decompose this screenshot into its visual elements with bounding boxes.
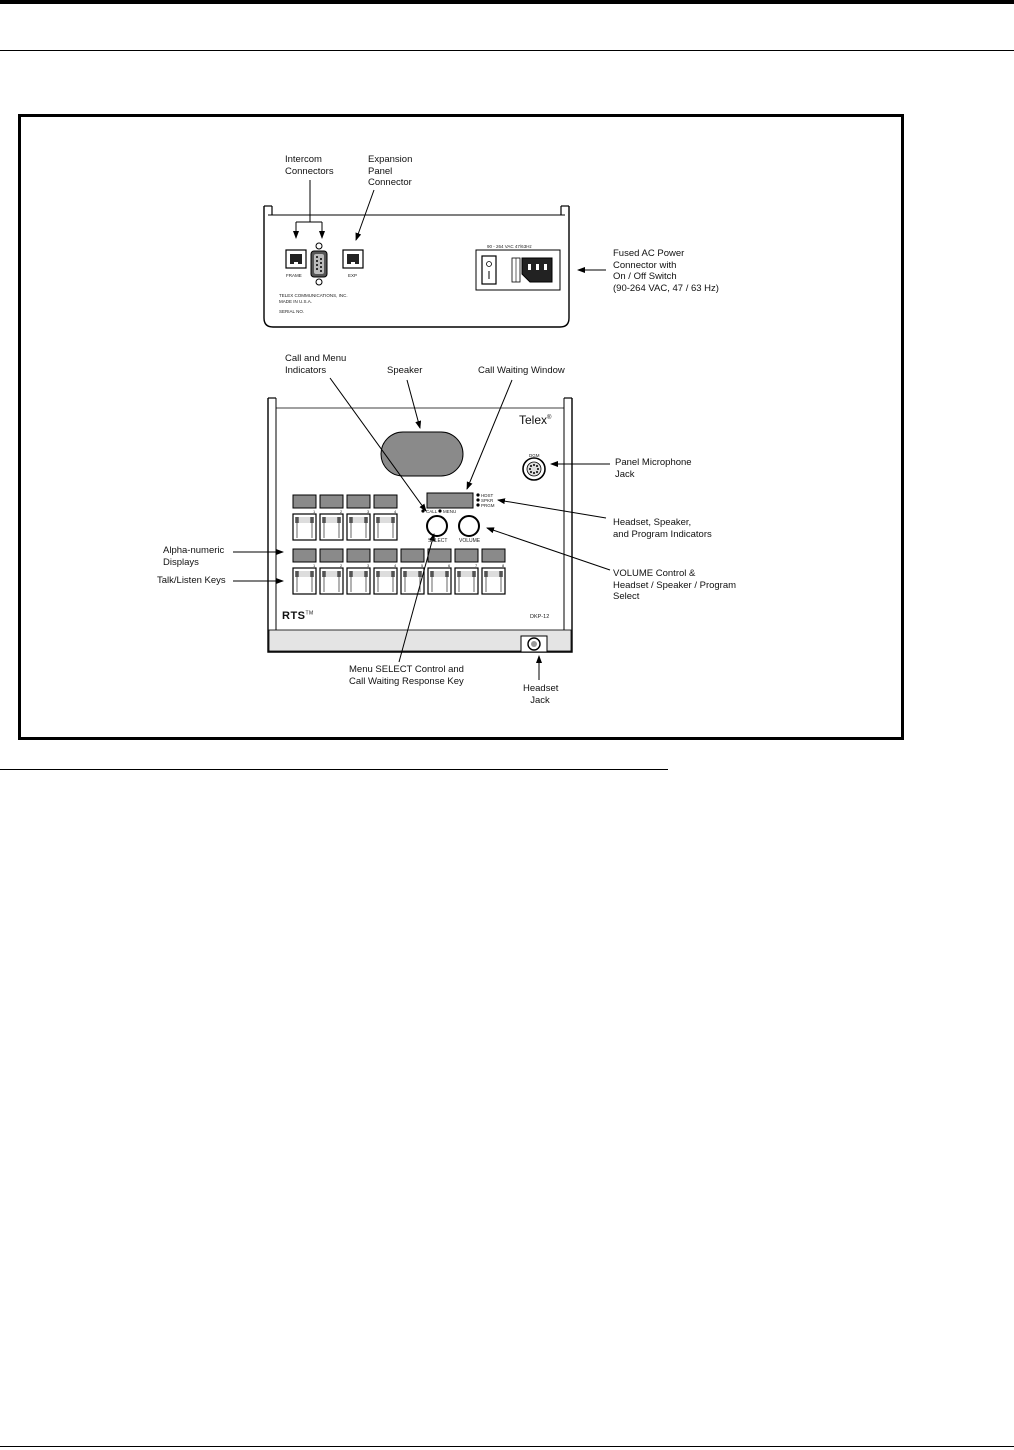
bottom-talk-listen-key-1[interactable]: [293, 563, 316, 594]
panel-microphone-label: Panel Microphone Jack: [615, 457, 692, 480]
bottom-talk-listen-key-7[interactable]: [455, 563, 478, 594]
indicator-spkr: SPKR: [481, 498, 494, 503]
headset-jack: [521, 636, 547, 652]
bottom-display-2: [320, 549, 343, 562]
telex-brand-mark: ®: [547, 415, 552, 421]
bottom-display-1: [293, 549, 316, 562]
rear-panel: [264, 206, 569, 327]
maker-line2: MADE IN U.S.A.: [279, 299, 313, 304]
rts-logo: [282, 610, 314, 622]
maker-line1: TELEX COMMUNICATIONS, INC.: [279, 293, 348, 298]
bottom-talk-listen-key-2[interactable]: [320, 563, 343, 594]
top-talk-listen-key-4[interactable]: [374, 509, 397, 540]
top-key-number: 2: [340, 509, 343, 514]
bottom-talk-listen-key-8[interactable]: [482, 563, 505, 594]
volume-knob: [459, 516, 479, 536]
top-talk-listen-key-1[interactable]: [293, 509, 316, 540]
model-label: DKP-12: [530, 614, 550, 620]
bottom-key-number: 6: [448, 563, 451, 568]
top-talk-listen-key-3[interactable]: [347, 509, 370, 540]
top-key-number: 4: [394, 509, 397, 514]
call-waiting-window: [427, 493, 473, 508]
select-knob: [427, 516, 447, 536]
alpha-numeric-label: Alpha-numeric Displays: [163, 545, 225, 568]
volume-label: VOLUME: [459, 538, 481, 544]
serial-label: SERIAL NO.: [279, 309, 305, 314]
rts-logo-mark: TM: [305, 610, 314, 617]
call-waiting-window-label: Call Waiting Window: [478, 365, 565, 376]
fused-ac-power-label: Fused AC Power Connector with On / Off Switch (90-264 VAC, 47 / 63 Hz): [613, 248, 719, 294]
top-key-number: 3: [367, 509, 370, 514]
top-display-3: [347, 495, 370, 508]
bottom-key-number: 3: [367, 563, 370, 568]
indicator-prgm: PRGM: [481, 503, 495, 508]
exp-connector: [343, 250, 363, 268]
bottom-display-3: [347, 549, 370, 562]
indicators-label: Headset, Speaker, and Program Indicators: [613, 517, 712, 540]
frame-connector: [286, 250, 306, 268]
menu-select-label: Menu SELECT Control and Call Waiting Response Key: [349, 664, 464, 687]
top-display-1: [293, 495, 316, 508]
bottom-key-number: 1: [313, 563, 316, 568]
select-label: SELECT: [428, 538, 448, 544]
indicator-hdst: HDST: [481, 493, 494, 498]
bottom-display-6: [428, 549, 451, 562]
bottom-talk-listen-key-5[interactable]: [401, 563, 424, 594]
bottom-talk-listen-key-6[interactable]: [428, 563, 451, 594]
top-key-number: 1: [313, 509, 316, 514]
mic-label: DGM: [529, 453, 540, 458]
bottom-display-4: [374, 549, 397, 562]
call-label: CALL: [426, 509, 438, 514]
frame-label: FRAME: [286, 273, 302, 278]
bottom-talk-listen-key-4[interactable]: [374, 563, 397, 594]
top-talk-listen-key-2[interactable]: [320, 509, 343, 540]
power-rating: 90 - 264 VAC 47/63Hz: [487, 244, 532, 249]
headset-jack-label: Headset Jack: [523, 683, 559, 706]
bottom-key-number: 8: [502, 563, 505, 568]
intercom-connectors-label: Intercom Connectors: [285, 154, 334, 177]
top-display-2: [320, 495, 343, 508]
power-module: [476, 250, 560, 290]
speaker-label: Speaker: [387, 365, 423, 376]
bottom-talk-listen-key-3[interactable]: [347, 563, 370, 594]
bottom-key-number: 2: [340, 563, 343, 568]
bottom-key-number: 4: [394, 563, 397, 568]
exp-label: EXP: [348, 273, 358, 278]
telex-brand: [519, 413, 551, 427]
rts-logo-text: RTS: [282, 610, 306, 622]
bottom-key-number: 7: [475, 563, 478, 568]
top-display-4: [374, 495, 397, 508]
volume-control-label: VOLUME Control & Headset / Speaker / Program Select: [613, 568, 737, 602]
telex-brand-text: Telex: [519, 413, 548, 427]
bottom-key-number: 5: [421, 563, 424, 568]
bottom-display-5: [401, 549, 424, 562]
bottom-display-7: [455, 549, 478, 562]
microphone-jack: [523, 458, 545, 480]
call-menu-indicators-label: Call and Menu Indicators: [285, 353, 347, 376]
expansion-panel-label: Expansion Panel Connector: [368, 154, 413, 188]
talk-listen-label: Talk/Listen Keys: [157, 575, 226, 586]
menu-label: MENU: [443, 509, 457, 514]
bottom-display-8: [482, 549, 505, 562]
speaker-grille: [381, 432, 463, 476]
